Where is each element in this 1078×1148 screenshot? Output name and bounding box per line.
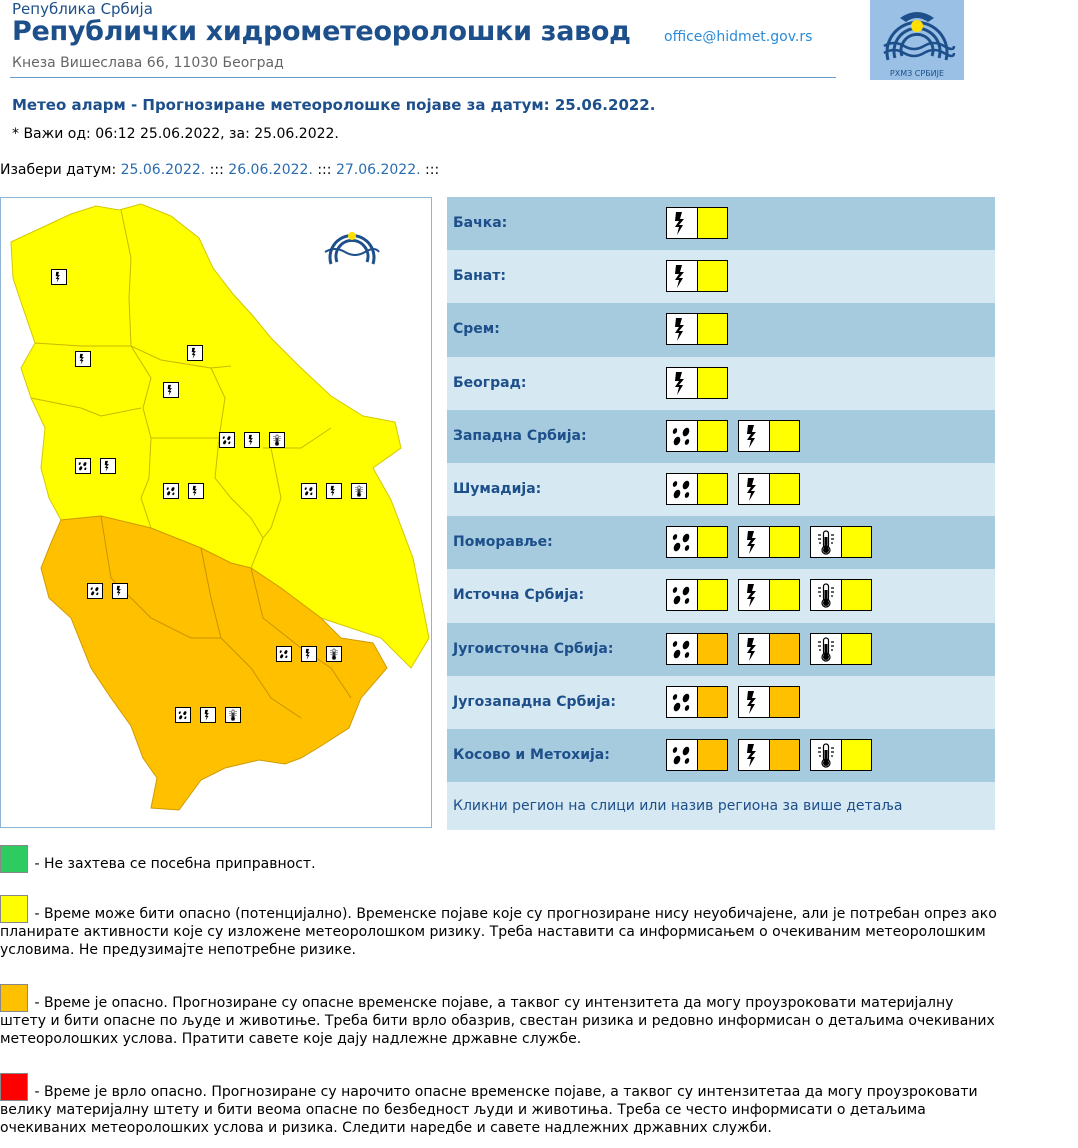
date-separator: :::: [425, 162, 440, 178]
regions-note-text: Кликни регион на слици или назив региона за више детаља: [453, 798, 903, 815]
warning-level-yellow: [698, 261, 727, 291]
legend-swatch-yellow: [0, 895, 28, 923]
high-temperature-icon: [811, 634, 842, 664]
region-name-link[interactable]: Београд:: [453, 374, 527, 391]
legend-swatch-orange: [0, 984, 28, 1012]
warning-level-yellow: [698, 580, 727, 610]
date-link-1[interactable]: 25.06.2022.: [120, 162, 206, 178]
logo-text: РХМЗ СРБИЈЕ: [889, 69, 945, 78]
region-row[interactable]: [447, 357, 995, 410]
warning-badge[interactable]: [738, 420, 800, 452]
regions-note: [447, 782, 995, 830]
thunderstorm-icon[interactable]: [75, 351, 91, 367]
high-temperature-icon[interactable]: [269, 432, 285, 448]
warning-badge[interactable]: [738, 526, 800, 558]
thunderstorm-icon[interactable]: [200, 707, 216, 723]
warning-level-orange: [698, 634, 727, 664]
thunderstorm-icon: [739, 580, 770, 610]
warning-badge[interactable]: [738, 739, 800, 771]
high-temperature-icon[interactable]: [351, 483, 367, 499]
date-separator: :::: [209, 162, 224, 178]
rain-icon: [667, 527, 698, 557]
warning-level-yellow: [770, 474, 799, 504]
rain-icon: [667, 634, 698, 664]
warning-level-orange: [770, 740, 799, 770]
region-name-link[interactable]: Банат:: [453, 268, 506, 285]
warning-badge[interactable]: [666, 739, 728, 771]
warning-level-yellow: [770, 527, 799, 557]
warning-badge[interactable]: [666, 367, 728, 399]
region-row[interactable]: [447, 729, 995, 782]
thunderstorm-icon: [739, 474, 770, 504]
warning-badge[interactable]: [738, 686, 800, 718]
region-row[interactable]: [447, 303, 995, 356]
region-name-link[interactable]: Југозападна Србија:: [453, 693, 616, 710]
warning-badge[interactable]: [666, 420, 728, 452]
region-name-link[interactable]: Бачка:: [453, 215, 508, 231]
thunderstorm-icon[interactable]: [163, 382, 179, 398]
warning-badge[interactable]: [666, 579, 728, 611]
warning-level-yellow: [842, 740, 871, 770]
warning-level-yellow: [842, 634, 871, 664]
legend-green: [0, 845, 1000, 873]
legend-text-green: - Не захтева се посебна приправност.: [30, 856, 316, 872]
warning-level-orange: [698, 740, 727, 770]
thunderstorm-icon: [739, 421, 770, 451]
region-row[interactable]: [447, 463, 995, 516]
warning-level-yellow: [698, 421, 727, 451]
rhmz-logo[interactable]: [870, 0, 964, 80]
rain-icon[interactable]: [175, 707, 191, 723]
warning-badge[interactable]: [810, 633, 872, 665]
warning-level-yellow: [698, 208, 727, 238]
region-name-link[interactable]: Срем:: [453, 321, 500, 338]
region-row[interactable]: [447, 676, 995, 729]
warning-badge[interactable]: [666, 526, 728, 558]
rain-icon[interactable]: [87, 583, 103, 599]
thunderstorm-icon[interactable]: [51, 269, 67, 285]
thunderstorm-icon: [667, 368, 698, 398]
serbia-warning-map[interactable]: [0, 197, 432, 828]
warning-badge[interactable]: [738, 633, 800, 665]
high-temperature-icon: [811, 740, 842, 770]
thunderstorm-icon[interactable]: [187, 345, 203, 361]
legend-text-yellow: - Време може бити опасно (потенцијално). Временске појаве које су прогнозиране нису неуобичајене, али је потребан опрез ако планирате активности које су изложене метеоролошком ризику. Треба наставити са информисањем о очекиваним метеоролошким условима. Не предузимајте непотребне ризике.: [0, 906, 997, 958]
rain-icon[interactable]: [219, 432, 235, 448]
rain-icon: [667, 740, 698, 770]
warning-level-yellow: [698, 474, 727, 504]
thunderstorm-icon: [739, 687, 770, 717]
region-name-link[interactable]: Поморавље:: [453, 534, 553, 551]
warning-badge[interactable]: [738, 473, 800, 505]
warning-badge[interactable]: [738, 579, 800, 611]
thunderstorm-icon: [739, 634, 770, 664]
warning-level-yellow: [842, 527, 871, 557]
warning-badge[interactable]: [666, 260, 728, 292]
thunderstorm-icon: [739, 527, 770, 557]
high-temperature-icon: [811, 527, 842, 557]
date-separator: :::: [317, 162, 332, 178]
date-selector: [0, 162, 439, 178]
region-name-link[interactable]: Западна Србија:: [453, 427, 587, 444]
high-temperature-icon[interactable]: [326, 646, 342, 662]
rain-icon: [667, 687, 698, 717]
legend-orange: [0, 984, 1000, 1048]
rain-icon[interactable]: [75, 458, 91, 474]
legend-yellow: [0, 895, 1000, 959]
thunderstorm-icon: [739, 740, 770, 770]
header-divider: [10, 77, 836, 78]
rain-icon: [667, 474, 698, 504]
thunderstorm-icon[interactable]: [100, 458, 116, 474]
thunderstorm-icon[interactable]: [188, 483, 204, 499]
rain-icon[interactable]: [276, 646, 292, 662]
valid-from-text: * Важи од: 06:12 25.06.2022, за: 25.06.2022.: [12, 126, 339, 142]
legend-red: [0, 1073, 1000, 1137]
region-name-link[interactable]: Источна Србија:: [453, 587, 585, 604]
region-row[interactable]: [447, 623, 995, 676]
warning-badge[interactable]: [666, 473, 728, 505]
warning-badge[interactable]: [810, 526, 872, 558]
warning-badge[interactable]: [810, 739, 872, 771]
page-title: Метео аларм - Прогнозиране метеоролошке појаве за датум: 25.06.2022.: [12, 96, 656, 114]
region-row[interactable]: [447, 516, 995, 569]
rain-icon: [667, 580, 698, 610]
warning-level-orange: [698, 687, 727, 717]
warning-level-yellow: [698, 368, 727, 398]
region-row[interactable]: [447, 250, 995, 303]
warning-level-yellow: [770, 580, 799, 610]
warning-badge[interactable]: [666, 313, 728, 345]
region-row[interactable]: [447, 569, 995, 622]
warning-badge[interactable]: [666, 633, 728, 665]
legend-text-red: - Време је врло опасно. Прогнозиране су нарочито опасне временске појаве, а таквог су интензитетаа да могу проузроковати велику материјалну штету и бити веома опасне по безбедност људи и животиња. Треба се често информисати о детаљима очекиваних метеоролошких услова и ризика. Следити наредбе и савете надлежних државних служби.: [0, 1084, 978, 1136]
high-temperature-icon[interactable]: [225, 707, 241, 723]
date-select-label: Изабери датум:: [0, 162, 117, 178]
org-country-label: Република Србија: [12, 0, 153, 18]
thunderstorm-icon[interactable]: [301, 646, 317, 662]
thunderstorm-icon[interactable]: [244, 432, 260, 448]
warning-level-yellow: [698, 527, 727, 557]
rain-icon[interactable]: [163, 483, 179, 499]
warning-badge[interactable]: [810, 579, 872, 611]
legend-swatch-red: [0, 1073, 28, 1101]
thunderstorm-icon: [667, 314, 698, 344]
legend-swatch-green: [0, 845, 28, 873]
rain-icon: [667, 421, 698, 451]
legend-text-orange: - Време је опасно. Прогнозиране су опасне временске појаве, а таквог су интензитета да могу проузроковати материјалну штету и бити опасне по људе и животиње. Треба бити врло обазрив, свестан ризика и редовно информисан о детаљима очекиваних метеоролошких услова. Пратити савете које дају надлежне државне службе.: [0, 995, 995, 1047]
region-name-link[interactable]: Косово и Метохија:: [453, 746, 610, 763]
warning-badge[interactable]: [666, 686, 728, 718]
thunderstorm-icon: [667, 208, 698, 238]
warning-level-orange: [770, 687, 799, 717]
region-name-link[interactable]: Југоисточна Србија:: [453, 640, 614, 657]
warning-badge[interactable]: [666, 207, 728, 239]
region-warnings-table: [447, 197, 995, 830]
high-temperature-icon: [811, 580, 842, 610]
date-link-3[interactable]: 27.06.2022.: [335, 162, 421, 178]
warning-level-yellow: [842, 580, 871, 610]
rain-icon[interactable]: [301, 483, 317, 499]
region-row[interactable]: [447, 410, 995, 463]
region-name-link[interactable]: Шумадија:: [453, 480, 542, 497]
email-link[interactable]: office@hidmet.gov.rs: [664, 29, 813, 45]
org-name[interactable]: Републички хидрометеоролошки завод: [12, 16, 631, 47]
thunderstorm-icon: [667, 261, 698, 291]
warning-level-yellow: [698, 314, 727, 344]
thunderstorm-icon[interactable]: [112, 583, 128, 599]
warning-level-yellow: [770, 421, 799, 451]
date-link-2[interactable]: 26.06.2022.: [228, 162, 313, 178]
warning-level-orange: [770, 634, 799, 664]
org-address: Кнеза Вишеслава 66, 11030 Београд: [12, 55, 284, 71]
thunderstorm-icon[interactable]: [326, 483, 342, 499]
region-row[interactable]: [447, 197, 995, 250]
